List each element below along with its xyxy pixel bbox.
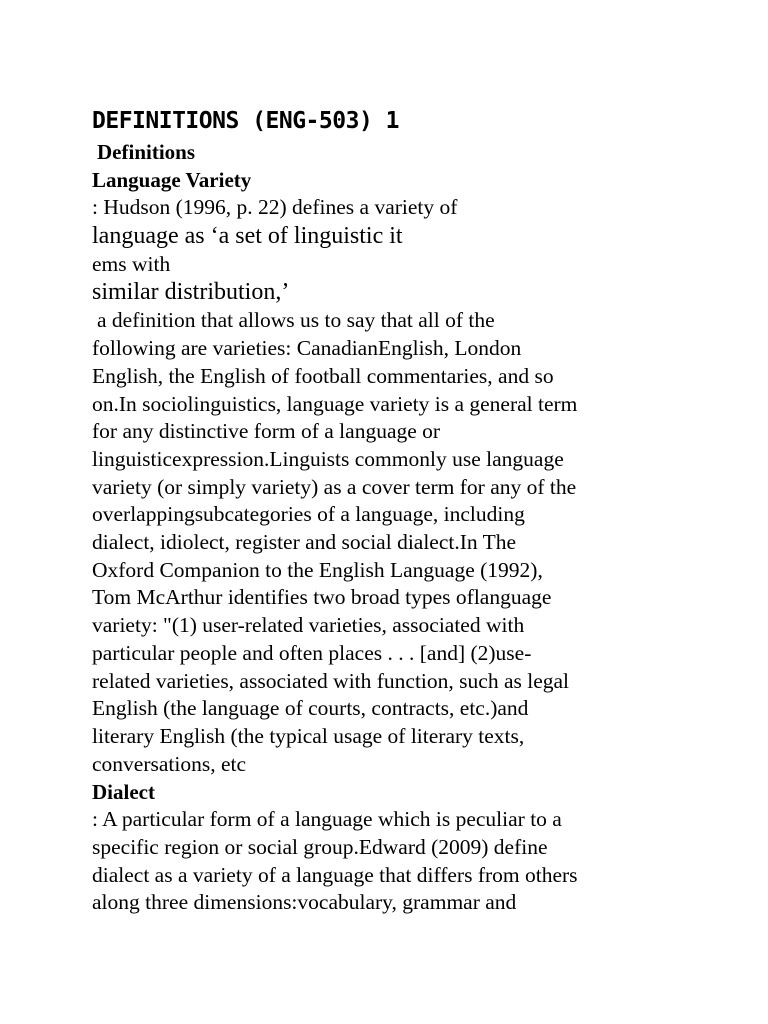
text-line: specific region or social group.Edward (2009) define: [92, 835, 548, 860]
text-line: variety: "(1) user-related varieties, associated with: [92, 613, 525, 638]
dialect-body: [92, 806, 692, 917]
section-heading-definitions: Definitions: [97, 140, 196, 164]
text-line: : A particular form of a language which is peculiar to a: [92, 807, 562, 832]
text-line: overlappingsubcategories of a language, including: [92, 502, 525, 527]
heading-dialect: Dialect: [92, 780, 155, 805]
text-line: language as ‘a set of linguistic it: [92, 222, 403, 249]
text-line: on.In sociolinguistics, language variety is a general term: [92, 391, 578, 416]
text-line: literary English (the typical usage of literary texts,: [92, 723, 525, 748]
text-line: similar distribution,’: [92, 279, 290, 306]
text-line: related varieties, associated with function, such as legal: [92, 668, 570, 693]
text-line: Oxford Companion to the English Language (1992),: [92, 557, 543, 582]
text-line: English, the English of football commentaries, and so: [92, 363, 554, 388]
heading-language-variety: Language Variety: [92, 168, 252, 192]
text-line: dialect, idiolect, register and social dialect.In The: [92, 530, 517, 555]
document-title: DEFINITIONS (ENG-503) 1: [92, 108, 399, 134]
text-line: dialect as a variety of a language that differs from others: [92, 862, 578, 887]
text-line: variety (or simply variety) as a cover term for any of the: [92, 474, 577, 499]
text-line: linguisticexpression.Linguists commonly use language: [92, 446, 564, 471]
text-line: a definition that allows us to say that all of the: [97, 308, 495, 333]
language-variety-body: [92, 194, 692, 778]
text-line: for any distinctive form of a language or: [92, 419, 441, 444]
text-line: ems with: [92, 251, 171, 276]
text-line: following are varieties: CanadianEnglish, London: [92, 336, 522, 361]
text-line: Tom McArthur identifies two broad types oflanguage: [92, 585, 552, 610]
text-line: conversations, etc: [92, 751, 247, 776]
text-line: : Hudson (1996, p. 22) defines a variety of: [92, 195, 458, 219]
text-line: English (the language of courts, contracts, etc.)and: [92, 696, 529, 721]
text-line: along three dimensions:vocabulary, grammar and: [92, 890, 517, 915]
document-page: [92, 104, 692, 917]
text-line: particular people and often places . . . [and] (2)use-: [92, 640, 532, 665]
